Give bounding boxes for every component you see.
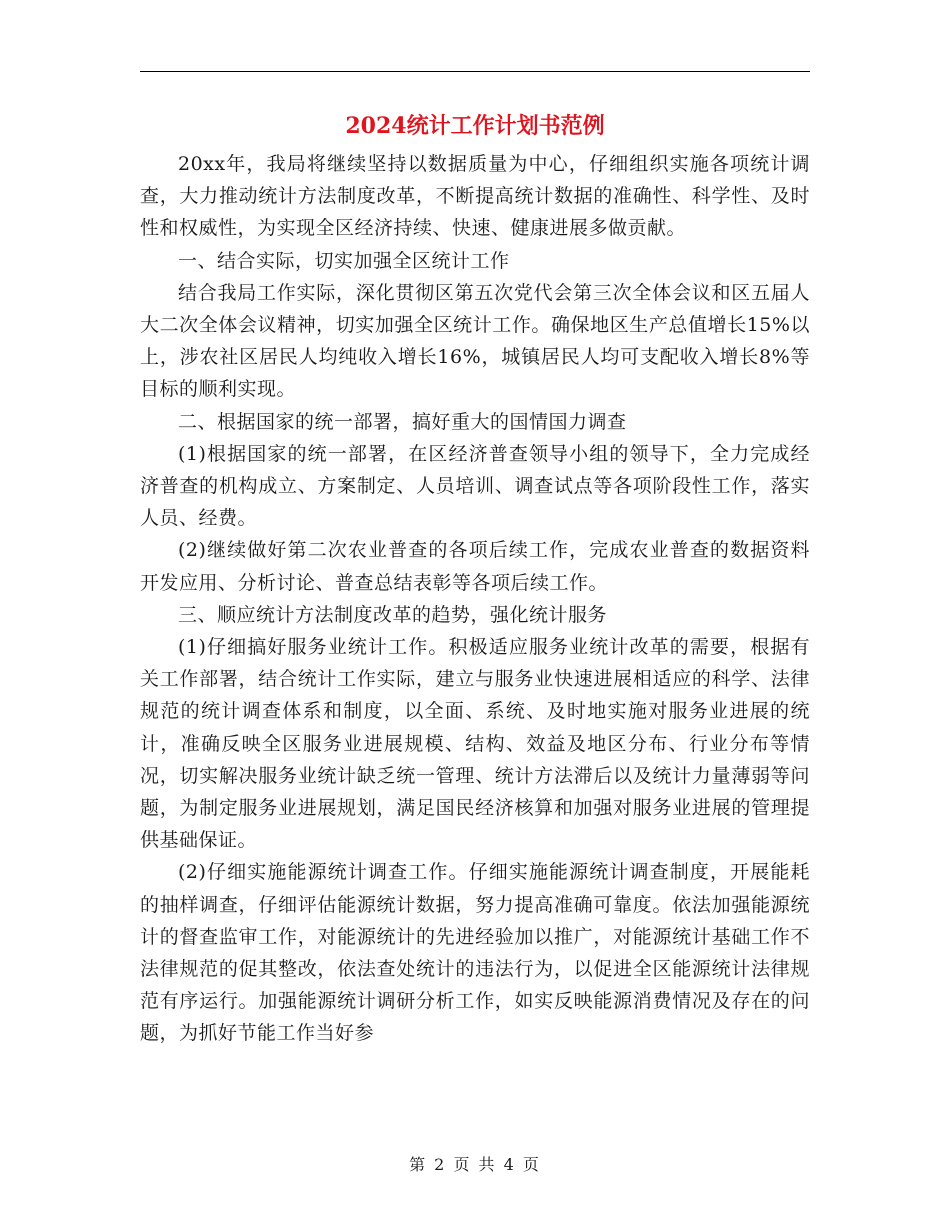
document-title: 2024统计工作计划书范例 (345, 113, 605, 139)
page-number-footer: 第 2 页 共 4 页 (409, 1155, 541, 1174)
paragraph-intro: 20xx年，我局将继续坚持以数据质量为中心，仔细组织实施各项统计调查，大力推动统计方法制度改革，不断提高统计数据的准确性、科学性、及时性和权威性，为实现全区经济持续、快速、健康进展多做贡献。 (140, 153, 810, 240)
paragraph-section-1: 结合我局工作实际，深化贯彻区第五次党代会第三次全体会议和区五届人大二次全体会议精神，切实加强全区统计工作。确保地区生产总值增长15%以上，涉农社区居民人均纯收入增长16%，城镇居民人均可支配收入增长8%等目标的顺利实现。 (140, 281, 810, 401)
document-body (140, 148, 810, 1050)
heading-section-1: 一、结合实际，切实加强全区统计工作 (178, 249, 510, 272)
paragraph-section-3-item-2: (2)仔细实施能源统计调查工作。仔细实施能源统计调查制度，开展能耗的抽样调查，仔细评估能源统计数据，努力提高准确可靠度。依法加强能源统计的督查监审工作，对能源统计的先进经验加以推广，对能源统计基础工作不法律规范的促其整改，依法查处统计的违法行为，以促进全区能源统计法律规范有序运行。加强能源统计调研分析工作，如实反映能源消费情况及存在的问题，为抓好节能工作当好参 (140, 861, 810, 1045)
heading-section-3: 三、顺应统计方法制度改革的趋势，强化统计服务 (178, 603, 608, 626)
paragraph-section-2-item-1: (1)根据国家的统一部署，在区经济普查领导小组的领导下，全力完成经济普查的机构成立、方案制定、人员培训、调查试点等各项阶段性工作，落实人员、经费。 (140, 442, 810, 530)
header-rule (140, 71, 810, 72)
heading-section-2: 二、根据国家的统一部署，搞好重大的国情国力调查 (178, 410, 627, 433)
paragraph-section-2-item-2: (2)继续做好第二次农业普查的各项后续工作，完成农业普查的数据资料开发应用、分析讨论、普查总结表彰等各项后续工作。 (140, 539, 810, 594)
paragraph-section-3-item-1: (1)仔细搞好服务业统计工作。积极适应服务业统计改革的需要，根据有关工作部署，结合统计工作实际，建立与服务业快速进展相适应的科学、法律规范的统计调查体系和制度，以全面、系统、及时地实施对服务业进展的统计，准确反映全区服务业进展规模、结构、效益及地区分布、行业分布等情况，切实解决服务业统计缺乏统一管理、统计方法滞后以及统计力量薄弱等问题，为制定服务业进展规划，满足国民经济核算和加强对服务业进展的管理提供基础保证。 (140, 636, 810, 852)
